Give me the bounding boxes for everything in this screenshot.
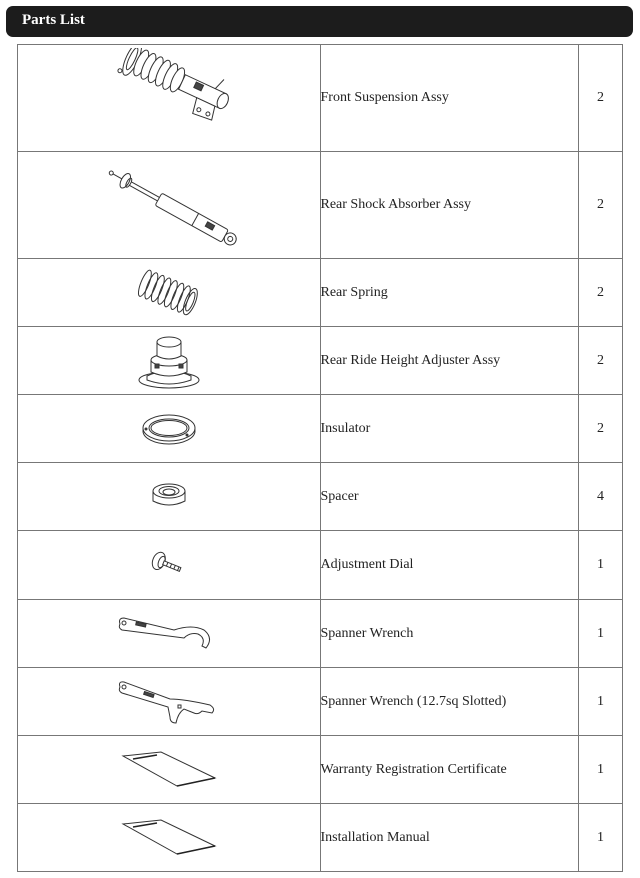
part-name: Warranty Registration Certificate xyxy=(320,736,578,804)
part-qty: 1 xyxy=(578,804,622,872)
table-row xyxy=(18,531,623,600)
part-qty: 4 xyxy=(578,463,622,531)
part-qty: 2 xyxy=(578,152,622,259)
part-image-cell xyxy=(18,45,321,152)
part-qty: 1 xyxy=(578,668,622,736)
part-image-cell xyxy=(18,531,321,600)
table-row xyxy=(18,395,623,463)
front-suspension-assy-drawing xyxy=(89,48,249,148)
part-qty: 2 xyxy=(578,259,622,327)
part-image-cell xyxy=(18,395,321,463)
part-qty: 1 xyxy=(578,736,622,804)
spanner-wrench-drawing xyxy=(114,614,224,654)
table-row xyxy=(18,600,623,668)
part-image-cell xyxy=(18,152,321,259)
table-row xyxy=(18,804,623,872)
table-row xyxy=(18,259,623,327)
rear-spring-drawing xyxy=(129,263,209,323)
part-image-cell xyxy=(18,463,321,531)
spacer-drawing xyxy=(144,479,194,515)
part-name: Spanner Wrench xyxy=(320,600,578,668)
insulator-drawing xyxy=(129,409,209,449)
table-row xyxy=(18,45,623,152)
part-name: Spanner Wrench (12.7sq Slotted) xyxy=(320,668,578,736)
part-name: Insulator xyxy=(320,395,578,463)
page-title: Parts List xyxy=(22,12,85,28)
part-name: Installation Manual xyxy=(320,804,578,872)
warranty-certificate-drawing xyxy=(119,750,219,790)
part-image-cell xyxy=(18,327,321,395)
part-qty: 2 xyxy=(578,45,622,152)
part-image-cell xyxy=(18,259,321,327)
installation-manual-drawing xyxy=(119,818,219,858)
table-row xyxy=(18,152,623,259)
parts-table xyxy=(17,44,623,872)
part-name: Spacer xyxy=(320,463,578,531)
part-qty: 1 xyxy=(578,531,622,600)
part-image-cell xyxy=(18,736,321,804)
table-row xyxy=(18,463,623,531)
part-image-cell xyxy=(18,668,321,736)
adjustment-dial-drawing xyxy=(144,548,194,582)
table-row xyxy=(18,668,623,736)
header-bar xyxy=(6,6,633,37)
rear-shock-absorber-drawing xyxy=(89,155,249,255)
part-name: Rear Ride Height Adjuster Assy xyxy=(320,327,578,395)
part-image-cell xyxy=(18,600,321,668)
part-qty: 2 xyxy=(578,327,622,395)
part-qty: 1 xyxy=(578,600,622,668)
part-name: Adjustment Dial xyxy=(320,531,578,600)
part-image-cell xyxy=(18,804,321,872)
table-row xyxy=(18,736,623,804)
part-name: Rear Shock Absorber Assy xyxy=(320,152,578,259)
table-row xyxy=(18,327,623,395)
part-qty: 2 xyxy=(578,395,622,463)
part-name: Rear Spring xyxy=(320,259,578,327)
part-name: Front Suspension Assy xyxy=(320,45,578,152)
rear-ride-height-adjuster-drawing xyxy=(129,330,209,392)
slotted-spanner-wrench-drawing xyxy=(114,679,224,725)
